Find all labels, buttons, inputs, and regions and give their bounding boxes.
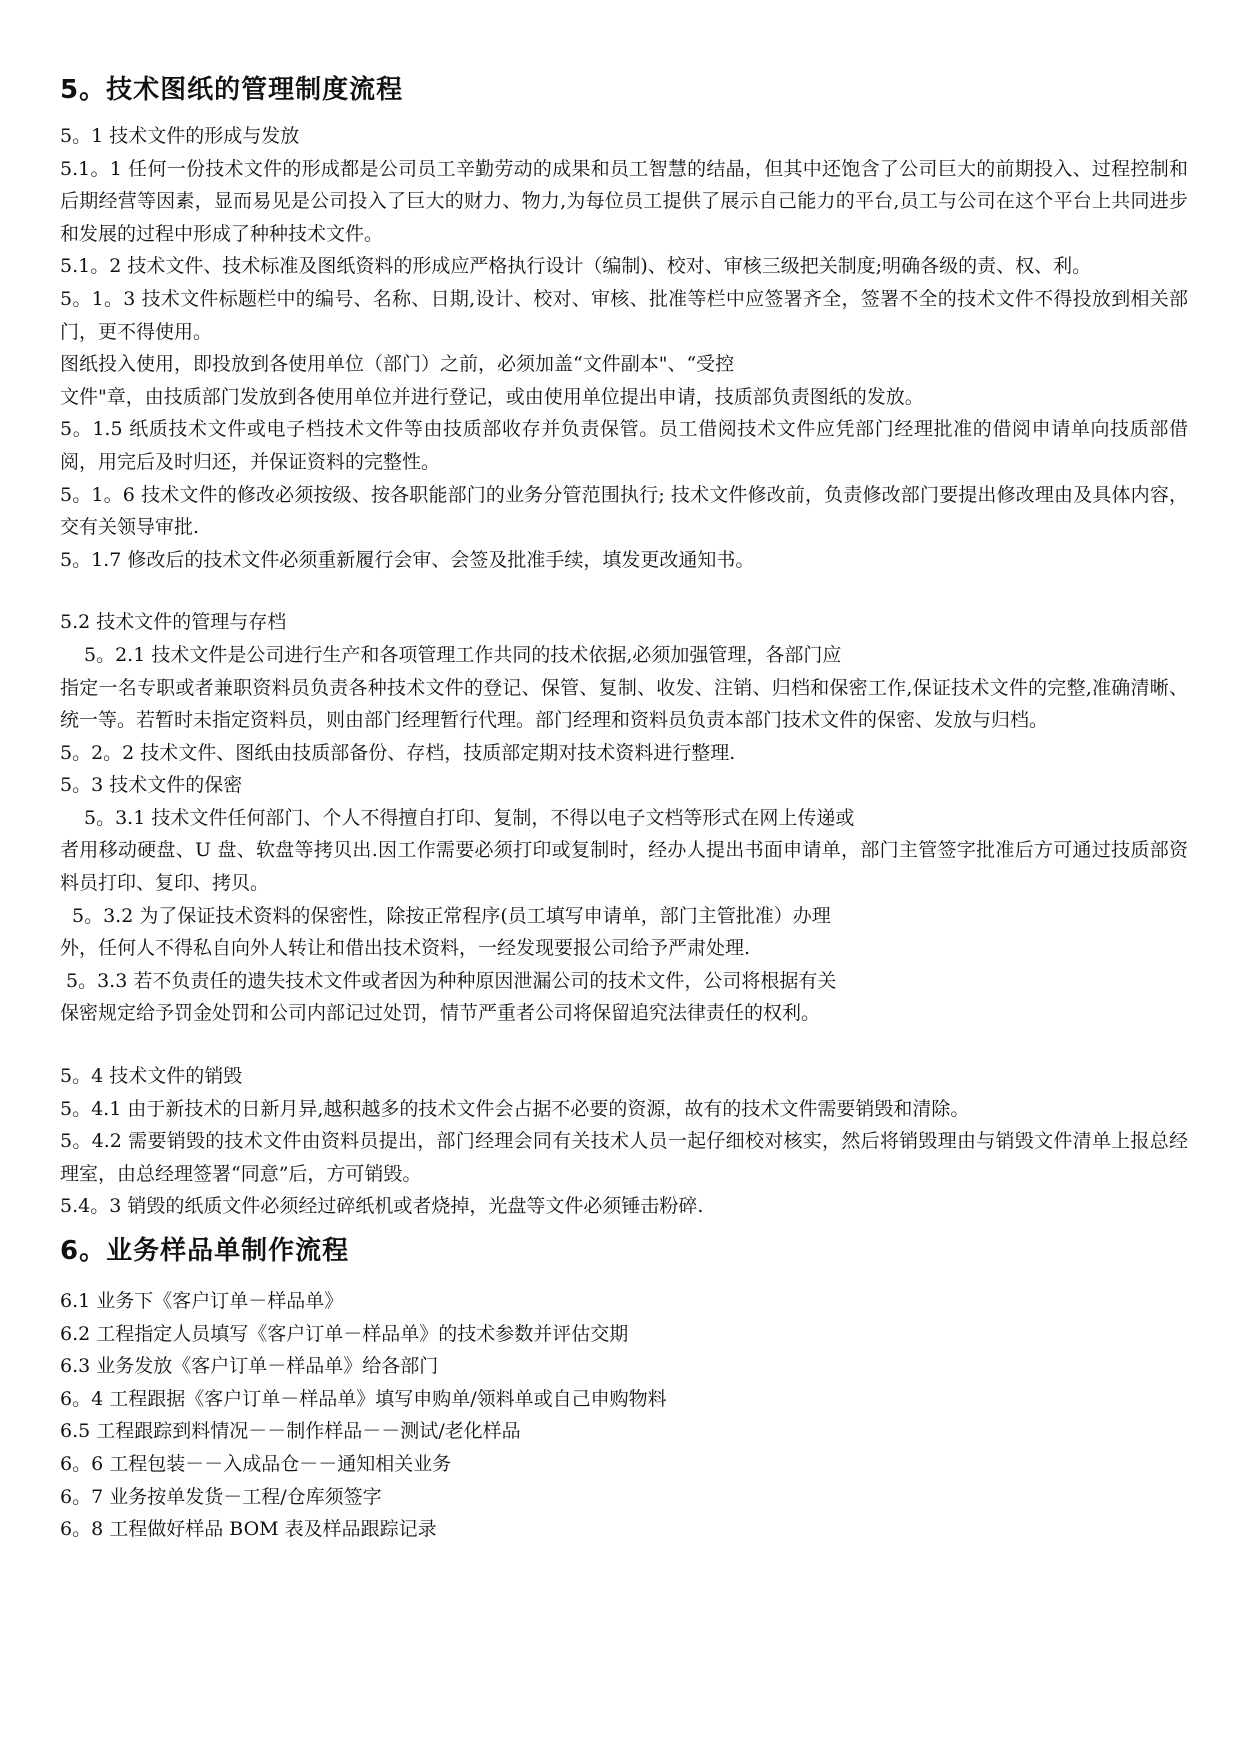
list-item: 6.5 工程跟踪到料情况－－制作样品－－测试/老化样品 (60, 1420, 521, 1443)
paragraph-5-1-3: 5。1。3 技术文件标题栏中的编号、名称、日期,设计、校对、审核、批准等栏中应签署齐全，签署不全的技术文件不得投放到相关部门，更不得使用。 (60, 287, 1188, 343)
paragraph-drawing-use-line2: 文件"章，由技质部门发放到各使用单位并进行登记，或由使用单位提出申请，技质部负责图纸的发放。 (60, 385, 924, 408)
list-item: 6。8 工程做好样品 BOM 表及样品跟踪记录 (60, 1518, 437, 1541)
section-5-3-heading: 5。3 技术文件的保密 (60, 774, 243, 797)
paragraph-5-3-3-line1: 5。3.3 若不负责任的遗失技术文件或者因为种种原因泄漏公司的技术文件，公司将根据有关 (66, 969, 837, 992)
list-item: 6.1 业务下《客户订单－样品单》 (60, 1290, 344, 1312)
paragraph-5-2-2: 5。2。2 技术文件、图纸由技质部备份、存档，技质部定期对技术资料进行整理. (60, 741, 736, 764)
paragraph-5-4-1: 5。4.1 由于新技术的日新月异,越积越多的技术文件会占据不必要的资源，故有的技术文件需要销毁和清除。 (60, 1097, 970, 1120)
list-item: 6。4 工程跟据《客户订单－样品单》填写申购单/领料单或自己申购物料 (60, 1387, 667, 1410)
paragraph-5-1-1: 5.1。1 任何一份技术文件的形成都是公司员工辛勤劳动的成果和员工智慧的结晶，但其中还饱含了公司巨大的前期投入、过程控制和后期经营等因素，显而易见是公司投入了巨大的财力、物力,为每位员工提供了展示自己能力的平台,员工与公司在这个平台上共同进步和发展的过程中形成了种种技术文件。 (60, 157, 1188, 245)
paragraph-5-1-2: 5.1。2 技术文件、技术标准及图纸资料的形成应严格执行设计（编制)、校对、审核三级把关制度;明确各级的责、权、利。 (60, 255, 1092, 278)
list-item: 6。6 工程包装－－入成品仓－－通知相关业务 (60, 1452, 452, 1475)
paragraph-5-3-2-line2: 外，任何人不得私自向外人转让和借出技术资料，一经发现要报公司给予严肃处理. (60, 937, 751, 960)
paragraph-5-1-6: 5。1。6 技术文件的修改必须按级、按各职能部门的业务分管范围执行; 技术文件修改前，负责修改部门要提出修改理由及具体内容，交有关领导审批. (60, 483, 1188, 539)
paragraph-5-3-1-line1: 5。3.1 技术文件任何部门、个人不得擅自打印、复制，不得以电子文档等形式在网上传递或 (84, 806, 855, 829)
paragraph-5-3-1-line2: 者用移动硬盘、U 盘、软盘等拷贝出.因工作需要必须打印或复制时，经办人提出书面申请单，部门主管签字批准后方可通过技质部资料员打印、复印、拷贝。 (60, 839, 1188, 895)
document-page (60, 64, 1188, 1546)
paragraph-drawing-use-line1: 图纸投入使用，即投放到各使用单位（部门）之前，必须加盖“文件副本"、“受控 (60, 353, 735, 376)
paragraph-5-2-1-line2: 指定一名专职或者兼职资料员负责各种技术文件的登记、保管、复制、收发、注销、归档和保密工作,保证技术文件的完整,准确清晰、统一等。若暂时未指定资料员，则由部门经理暂行代理。部门经理和资料员负责本部门技术文件的保密、发放与归档。 (60, 676, 1188, 732)
list-item: 6。7 业务按单发货－工程/仓库须签字 (60, 1485, 382, 1508)
spacer (60, 576, 1188, 606)
section-5-1-heading: 5。1 技术文件的形成与发放 (60, 125, 300, 147)
section-5-2-heading: 5.2 技术文件的管理与存档 (60, 611, 287, 634)
paragraph-5-4-2: 5。4.2 需要销毁的技术文件由资料员提出，部门经理会同有关技术人员一起仔细校对核实，然后将销毁理由与销毁文件清单上报总经理室，由总经理签署“同意”后，方可销毁。 (60, 1130, 1188, 1185)
section-6-title: 6。业务样品单制作流程 (60, 1236, 350, 1266)
list-item: 6.3 业务发放《客户订单－样品单》给各部门 (60, 1355, 439, 1378)
paragraph-5-2-1-line1: 5。2.1 技术文件是公司进行生产和各项管理工作共同的技术依据,必须加强管理，各部门应 (84, 643, 842, 666)
section-5-title: 5。技术图纸的管理制度流程 (60, 75, 404, 105)
section-5-4-heading: 5。4 技术文件的销毁 (60, 1065, 243, 1088)
paragraph-5-1-7: 5。1.7 修改后的技术文件必须重新履行会审、会签及批准手续，填发更改通知书。 (60, 548, 755, 571)
list-item: 6.2 工程指定人员填写《客户订单－样品单》的技术参数并评估交期 (60, 1322, 629, 1345)
paragraph-5-3-3-line2: 保密规定给予罚金处罚和公司内部记过处罚，情节严重者公司将保留追究法律责任的权利。 (60, 1002, 821, 1025)
spacer (60, 1030, 1188, 1060)
paragraph-5-3-2-line1: 5。3.2 为了保证技术资料的保密性，除按正常程序(员工填写申请单，部门主管批准）办理 (72, 904, 831, 927)
paragraph-5-4-3: 5.4。3 销毁的纸质文件必须经过碎纸机或者烧掉，光盘等文件必须锤击粉碎. (60, 1195, 704, 1218)
paragraph-5-1-5: 5。1.5 纸质技术文件或电子档技术文件等由技质部收存并负责保管。员工借阅技术文件应凭部门经理批准的借阅申请单向技质部借阅，用完后及时归还，并保证资料的完整性。 (60, 418, 1188, 473)
